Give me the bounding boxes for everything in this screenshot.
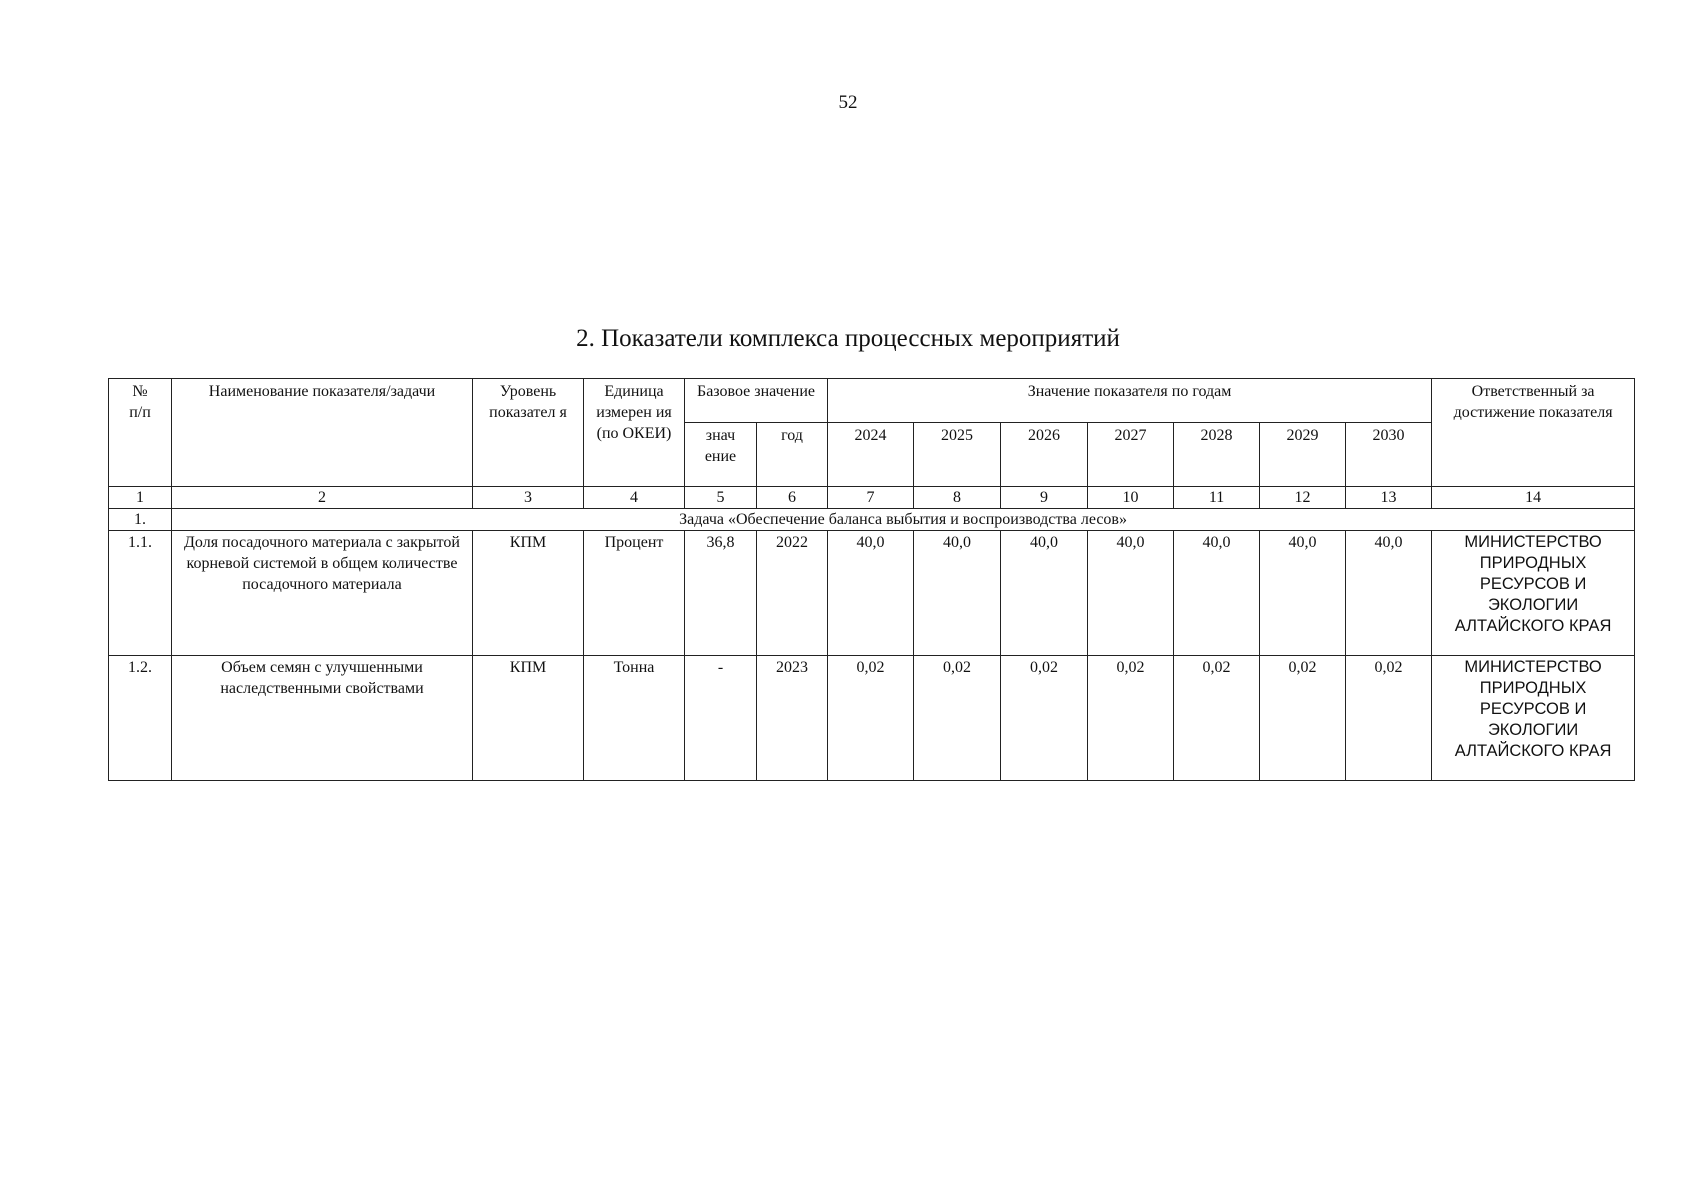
- header-year: 2024: [828, 423, 914, 487]
- indicator-unit: Процент: [584, 531, 685, 656]
- column-number: 3: [473, 487, 584, 509]
- column-number: 14: [1432, 487, 1635, 509]
- header-base: Базовое значение: [685, 379, 828, 423]
- column-number: 9: [1001, 487, 1088, 509]
- year-value: 40,0: [914, 531, 1001, 656]
- header-values-by-year: Значение показателя по годам: [828, 379, 1432, 423]
- header-base-value: знач ение: [685, 423, 757, 487]
- responsible-body: МИНИСТЕРСТВО ПРИРОДНЫХ РЕСУРСОВ И ЭКОЛОГИИ АЛТАЙСКОГО КРАЯ: [1432, 656, 1635, 781]
- header-base-year: год: [757, 423, 828, 487]
- year-value: 40,0: [1088, 531, 1174, 656]
- header-year: 2025: [914, 423, 1001, 487]
- section-title: 2. Показатели комплекса процессных мероприятий: [576, 325, 1120, 352]
- task-label: Задача «Обеспечение баланса выбытия и воспроизводства лесов»: [172, 509, 1635, 531]
- year-value: 0,02: [1088, 656, 1174, 781]
- task-row: [109, 509, 1635, 531]
- header-unit: Единица измерен ия (по ОКЕИ): [584, 379, 685, 487]
- indicator-name: Объем семян с улучшенными наследственными свойствами: [172, 656, 473, 781]
- header-year: 2026: [1001, 423, 1088, 487]
- column-number: 8: [914, 487, 1001, 509]
- header-num: № п/п: [109, 379, 172, 487]
- page-number: 52: [838, 92, 858, 113]
- base-value: -: [685, 656, 757, 781]
- column-number: 4: [584, 487, 685, 509]
- header-responsible: Ответственный за достижение показателя: [1432, 379, 1635, 487]
- year-value: 40,0: [1260, 531, 1346, 656]
- row-num: 1.1.: [109, 531, 172, 656]
- task-num: 1.: [109, 509, 172, 531]
- row-num: 1.2.: [109, 656, 172, 781]
- column-number: 2: [172, 487, 473, 509]
- column-number: 10: [1088, 487, 1174, 509]
- base-year: 2022: [757, 531, 828, 656]
- year-value: 0,02: [914, 656, 1001, 781]
- table-row: [109, 656, 1635, 781]
- header-year: 2027: [1088, 423, 1174, 487]
- header-year: 2030: [1346, 423, 1432, 487]
- table-row: [109, 531, 1635, 656]
- indicator-name: Доля посадочного материала с закрытой корневой системой в общем количестве посадочного материала: [172, 531, 473, 656]
- year-value: 0,02: [1260, 656, 1346, 781]
- header-level: Уровень показател я: [473, 379, 584, 487]
- year-value: 0,02: [1346, 656, 1432, 781]
- year-value: 0,02: [1174, 656, 1260, 781]
- column-number: 7: [828, 487, 914, 509]
- year-value: 0,02: [828, 656, 914, 781]
- responsible-body: МИНИСТЕРСТВО ПРИРОДНЫХ РЕСУРСОВ И ЭКОЛОГИИ АЛТАЙСКОГО КРАЯ: [1432, 531, 1635, 656]
- column-number: 6: [757, 487, 828, 509]
- year-value: 40,0: [1001, 531, 1088, 656]
- base-year: 2023: [757, 656, 828, 781]
- year-value: 40,0: [1174, 531, 1260, 656]
- indicator-level: КПМ: [473, 656, 584, 781]
- column-numbers-row: [109, 487, 1635, 509]
- header-row-1: [109, 379, 1635, 423]
- indicators-table: [108, 378, 1635, 781]
- year-value: 40,0: [1346, 531, 1432, 656]
- column-number: 12: [1260, 487, 1346, 509]
- header-year: 2029: [1260, 423, 1346, 487]
- year-value: 0,02: [1001, 656, 1088, 781]
- column-number: 5: [685, 487, 757, 509]
- column-number: 1: [109, 487, 172, 509]
- column-number: 11: [1174, 487, 1260, 509]
- indicator-level: КПМ: [473, 531, 584, 656]
- column-number: 13: [1346, 487, 1432, 509]
- header-year: 2028: [1174, 423, 1260, 487]
- base-value: 36,8: [685, 531, 757, 656]
- year-value: 40,0: [828, 531, 914, 656]
- header-name: Наименование показателя/задачи: [172, 379, 473, 487]
- indicator-unit: Тонна: [584, 656, 685, 781]
